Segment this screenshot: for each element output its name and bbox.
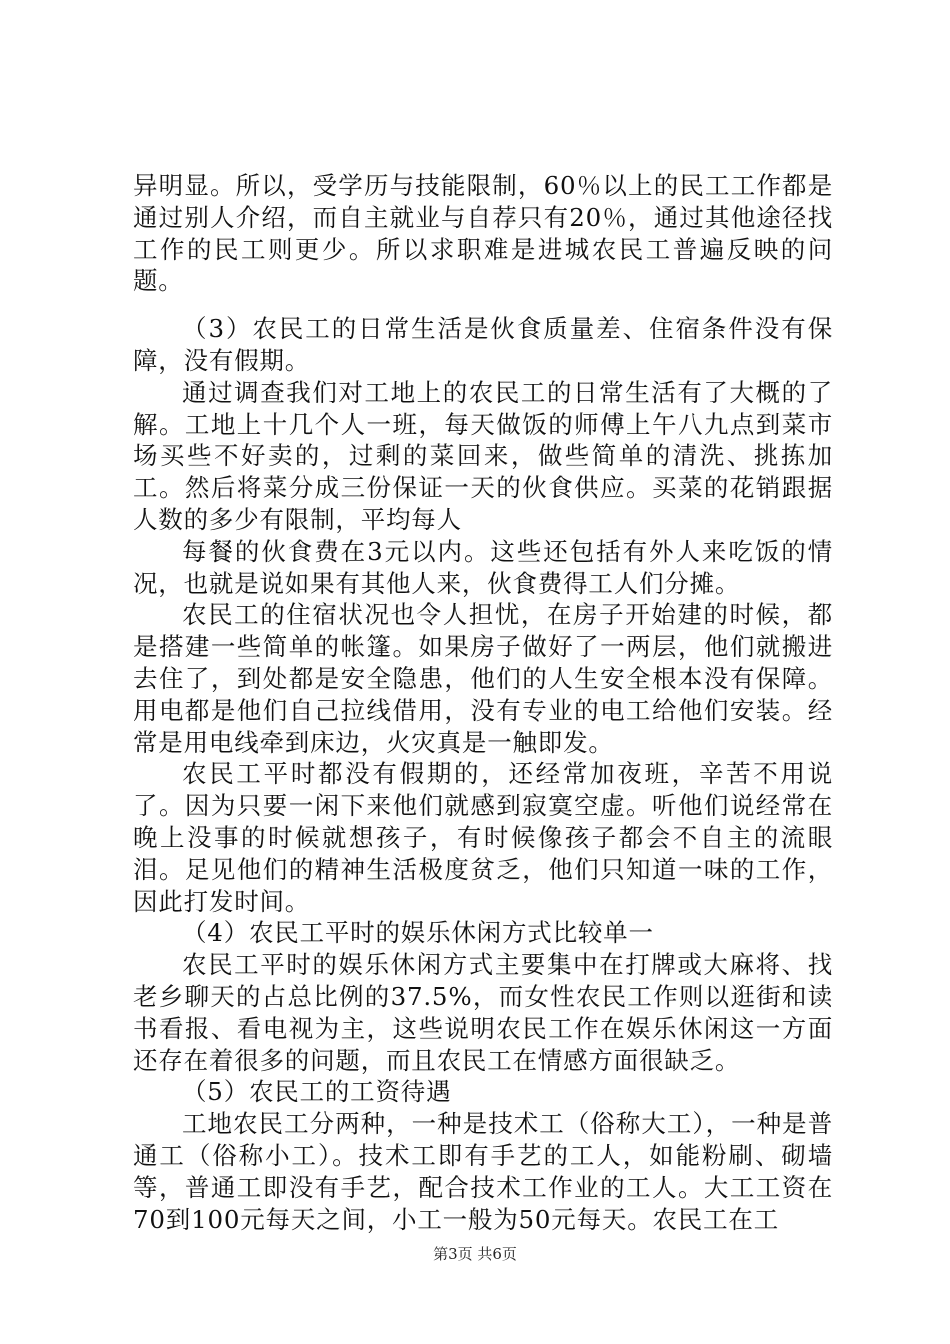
page-footer: 第3页 共6页 bbox=[433, 1245, 517, 1263]
paragraph-4: 农民工的住宿状况也令人担忧，在房子开始建的时候，都是搭建一些简单的帐篷。如果房子做好了一两层，他们就搬进去住了，到处都是安全隐患，他们的人生安全根本没有保障。用电都是他们自己拉线借用，没有专业的电工给他们安装。经常是用电线牵到床边，火灾真是一触即发。 bbox=[133, 600, 833, 757]
paragraph-5: 农民工平时都没有假期的，还经常加夜班，辛苦不用说了。因为只要一闲下来他们就感到寂寞空虚。听他们说经常在晚上没事的时候就想孩子，有时候像孩子都会不自主的流眼泪。足见他们的精神生活极度贫乏，他们只知道一味的工作，因此打发时间。 bbox=[133, 759, 833, 916]
paragraph-1: 异明显。所以，受学历与技能限制，60％以上的民工工作都是通过别人介绍，而自主就业与自荐只有20％，通过其他途径找工作的民工则更少。所以求职难是进城农民工普遍反映的问题。 bbox=[133, 171, 833, 296]
section-heading-4: （4）农民工平时的娱乐休闲方式比较单一 bbox=[182, 918, 654, 948]
body-text bbox=[133, 170, 833, 1235]
paragraph-3: 每餐的伙食费在3元以内。这些还包括有外人来吃饭的情况，也就是说如果有其他人来，伙食费得工人们分摊。 bbox=[133, 536, 833, 598]
section-heading-5: （5）农民工的工资待遇 bbox=[182, 1077, 452, 1107]
section-heading-3: （3）农民工的日常生活是伙食质量差、住宿条件没有保障，没有假期。 bbox=[133, 314, 833, 375]
paragraph-7: 工地农民工分两种，一种是技术工（俗称大工），一种是普通工（俗称小工）。技术工即有手艺的工人，如能粉刷、砌墙等，普通工即没有手艺，配合技术工作业的工人。大工工资在70到100元每天之间，小工一般为50元每天。农民工在工 bbox=[133, 1109, 833, 1234]
paragraph-2: 通过调查我们对工地上的农民工的日常生活有了大概的了解。工地上十几个人一班，每天做饭的师傅上午八九点到菜市场买些不好卖的，过剩的菜回来，做些简单的清洗、挑拣加工。然后将菜分成三份保证一天的伙食供应。买菜的花销跟据人数的多少有限制，平均每人 bbox=[133, 377, 833, 534]
paragraph-6: 农民工平时的娱乐休闲方式主要集中在打牌或大麻将、找老乡聊天的占总比例的37.5%，而女性农民工作则以逛街和读书看报、看电视为主，这些说明农民工作在娱乐休闲这一方面还存在着很多的问题，而且农民工在情感方面很缺乏。 bbox=[133, 950, 833, 1075]
